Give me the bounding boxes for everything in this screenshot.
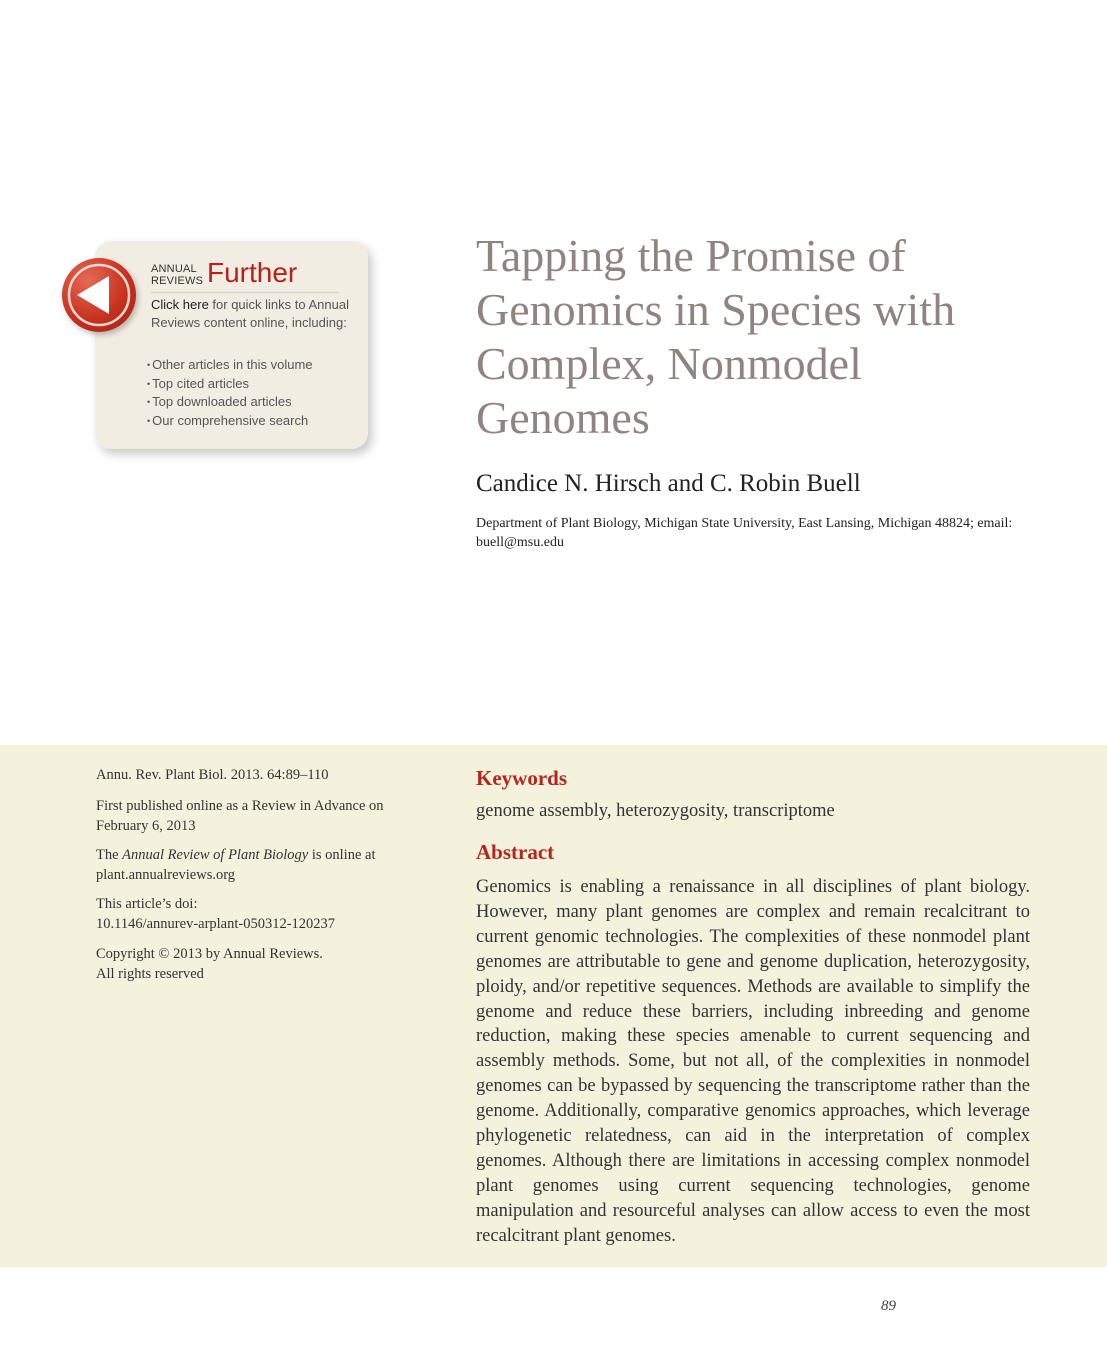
- rights: All rights reserved: [96, 965, 204, 982]
- article-authors: Candice N. Hirsch and C. Robin Buell: [476, 470, 861, 497]
- back-arrow-icon[interactable]: [62, 258, 136, 332]
- annual-reviews-logo: [151, 263, 203, 287]
- page-number: 89: [881, 1298, 896, 1314]
- keywords-text: genome assembly, heterozygosity, transcriptome: [476, 801, 835, 821]
- brand-line-reviews: REVIEWS: [151, 275, 204, 287]
- further-link-top-cited[interactable]: • Top cited articles: [147, 375, 313, 394]
- keywords-heading: Keywords: [476, 766, 567, 790]
- further-intro-text: for quick links to Annual Reviews content online, including:: [151, 297, 349, 330]
- journal-name: Annual Review of Plant Biology: [122, 847, 309, 863]
- further-link-search[interactable]: • Our comprehensive search: [147, 412, 313, 431]
- further-link-top-downloaded[interactable]: • Top downloaded articles: [147, 393, 313, 412]
- doi-block: [96, 895, 416, 934]
- click-here-link[interactable]: Click here: [151, 297, 209, 312]
- further-heading: Further: [207, 257, 298, 288]
- abstract-text: Genomics is enabling a renaissance in all disciplines of plant biology. However, many plant genomes are complex and remain recalcitrant to current genomic technologies. The complexities of these nonmodel plant genomes are attributable to gene and genome duplication, heterozygosity, ploidy, and/or repetitive sequences. Methods are available to simplify the genome and reduce these barriers, including inbreeding and genome reduction, making these species amenable to current sequencing and assembly methods. Some, but not all, of the complexities in nonmodel genomes can be bypassed by sequencing the transcriptome rather than the genome. Additionally, comparative genomics approaches, which leverage phylogenetic relatedness, can aid in the interpretation of complex genomes. Although there are limitations in accessing complex nonmodel plant genomes using current sequencing technologies, genome manipulation and resourceful analyses can allow access to even the most recalcitrant plant genomes.: [476, 877, 1030, 1246]
- copyright: Copyright © 2013 by Annual Reviews.: [96, 946, 323, 962]
- brand-line-annual: ANNUAL: [151, 263, 197, 275]
- further-divider: [151, 292, 339, 293]
- further-intro: [151, 296, 361, 331]
- doi-label: This article’s doi:: [96, 896, 198, 912]
- abstract-heading: Abstract: [476, 840, 555, 864]
- further-link-other-articles[interactable]: • Other articles in this volume: [147, 356, 313, 375]
- journal-suffix: is online at plant.annualreviews.org: [96, 847, 376, 883]
- copyright-block: [96, 945, 416, 984]
- citation: Annu. Rev. Plant Biol. 2013. 64:89–110: [96, 767, 329, 783]
- journal-online: [96, 846, 416, 885]
- doi-value[interactable]: 10.1146/annurev-arplant-050312-120237: [96, 915, 336, 932]
- first-published: First published online as a Review in Advance on February 6, 2013: [96, 798, 384, 834]
- further-links: [147, 356, 313, 430]
- author-affiliation: Department of Plant Biology, Michigan State University, East Lansing, Michigan 48824; email: buell@msu.edu: [476, 516, 1013, 550]
- article-title: Tapping the Promise of Genomics in Species with Complex, Nonmodel Genomes: [476, 230, 956, 443]
- journal-prefix: The: [96, 847, 123, 863]
